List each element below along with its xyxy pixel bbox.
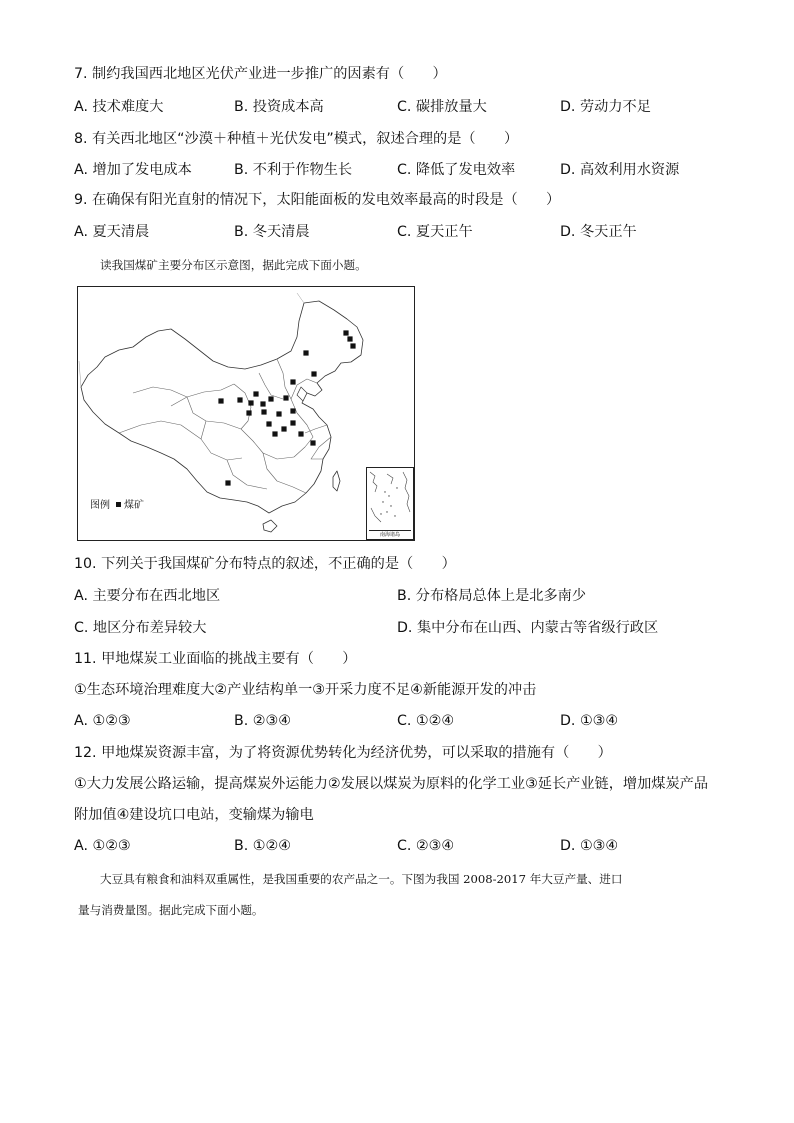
coal-square-icon: [116, 502, 121, 507]
coal-mine-marker: [268, 396, 273, 401]
q10-option-d: D. 集中分布在山西、内蒙古等省级行政区: [397, 620, 659, 636]
q12-items-line1: ①大力发展公路运输，提高煤炭外运能力②发展以煤炭为原料的化学工业③延长产业链，增加煤炭产品: [74, 776, 709, 792]
coal-map-figure: [77, 286, 415, 541]
q8-option-b: B. 不利于作物生长: [234, 162, 353, 178]
south-china-sea-inset: [366, 467, 414, 540]
coal-mine-marker: [248, 400, 253, 405]
q11-option-c: C. ①②④: [397, 713, 455, 729]
coal-mine-marker: [303, 350, 308, 355]
q12-option-b: B. ①②④: [234, 838, 291, 854]
question-11-stem: 11. 甲地煤炭工业面临的挑战主要有（ ）: [74, 651, 357, 667]
coal-mine-marker: [290, 420, 295, 425]
map-intro-text: 读我国煤矿主要分布区示意图，据此完成下面小题。: [100, 258, 367, 272]
q11-option-b: B. ②③④: [234, 713, 291, 729]
coal-mine-marker: [290, 379, 295, 384]
question-12-stem: 12. 甲地煤炭资源丰富，为了将资源优势转化为经济优势，可以采取的措施有（ ）: [74, 745, 612, 761]
legend-title: 图例: [90, 500, 110, 511]
coal-mine-marker: [218, 398, 223, 403]
q12-option-d: D. ①③④: [560, 838, 619, 854]
coal-mine-marker: [237, 397, 242, 402]
question-7-stem: 7. 制约我国西北地区光伏产业进一步推广的因素有（ ）: [74, 66, 447, 82]
coal-mine-marker: [225, 480, 230, 485]
coal-mine-marker: [266, 421, 271, 426]
q7-option-c: C. 碳排放量大: [397, 99, 487, 115]
coal-mine-marker: [260, 401, 265, 406]
q10-option-a: A. 主要分布在西北地区: [74, 588, 221, 604]
q7-option-b: B. 投资成本高: [234, 99, 324, 115]
q8-option-d: D. 高效利用水资源: [560, 162, 680, 178]
coal-mine-marker: [310, 440, 315, 445]
coal-mine-marker: [347, 336, 352, 341]
q9-option-b: B. 冬天清晨: [234, 224, 310, 240]
coal-mine-marker: [298, 431, 303, 436]
q9-option-c: C. 夏天正午: [397, 224, 473, 240]
q9-option-d: D. 冬天正午: [560, 224, 637, 240]
coal-mine-marker: [272, 431, 277, 436]
inset-map: [367, 468, 413, 530]
coal-mine-marker: [281, 426, 286, 431]
coal-mine-marker: [261, 409, 266, 414]
question-8-stem: 8. 有关西北地区“沙漠＋种植＋光伏发电”模式，叙述合理的是（ ）: [74, 131, 519, 147]
coal-mine-marker: [311, 371, 316, 376]
question-9-stem: 9. 在确保有阳光直射的情况下，太阳能面板的发电效率最高的时段是（ ）: [74, 192, 561, 208]
soybean-intro-line2: 量与消费量图。据此完成下面小题。: [78, 903, 264, 917]
coal-mine-marker: [343, 330, 348, 335]
coal-mine-marker: [283, 395, 288, 400]
q7-option-a: A. 技术难度大: [74, 99, 164, 115]
legend-item-coal: 煤矿: [124, 500, 144, 511]
coal-mine-marker: [350, 343, 355, 348]
q12-option-a: A. ①②③: [74, 838, 131, 854]
soybean-intro-line1: 大豆具有粮食和油料双重属性，是我国重要的农产品之一。下图为我国 2008-2017 年大豆产量、进口: [100, 872, 623, 886]
question-10-stem: 10. 下列关于我国煤矿分布特点的叙述，不正确的是（ ）: [74, 556, 456, 572]
coal-mine-marker: [276, 411, 281, 416]
q8-option-a: A. 增加了发电成本: [74, 162, 192, 178]
q10-option-b: B. 分布格局总体上是北多南少: [397, 588, 587, 604]
q12-items-line2: 附加值④建设坑口电站，变输煤为输电: [74, 807, 314, 823]
q11-option-d: D. ①③④: [560, 713, 619, 729]
q10-option-c: C. 地区分布差异较大: [74, 620, 207, 636]
q9-option-a: A. 夏天清晨: [74, 224, 150, 240]
coal-mine-marker: [253, 391, 258, 396]
map-legend: [90, 496, 144, 511]
q8-option-c: C. 降低了发电效率: [397, 162, 516, 178]
coal-mine-marker: [246, 410, 251, 415]
coal-mine-marker: [290, 408, 295, 413]
q11-option-a: A. ①②③: [74, 713, 131, 729]
inset-label: 南海诸岛: [369, 530, 411, 538]
q7-option-d: D. 劳动力不足: [560, 99, 651, 115]
q12-option-c: C. ②③④: [397, 838, 455, 854]
q11-items: ①生态环境治理难度大②产业结构单一③开采力度不足④新能源开发的冲击: [74, 682, 537, 698]
